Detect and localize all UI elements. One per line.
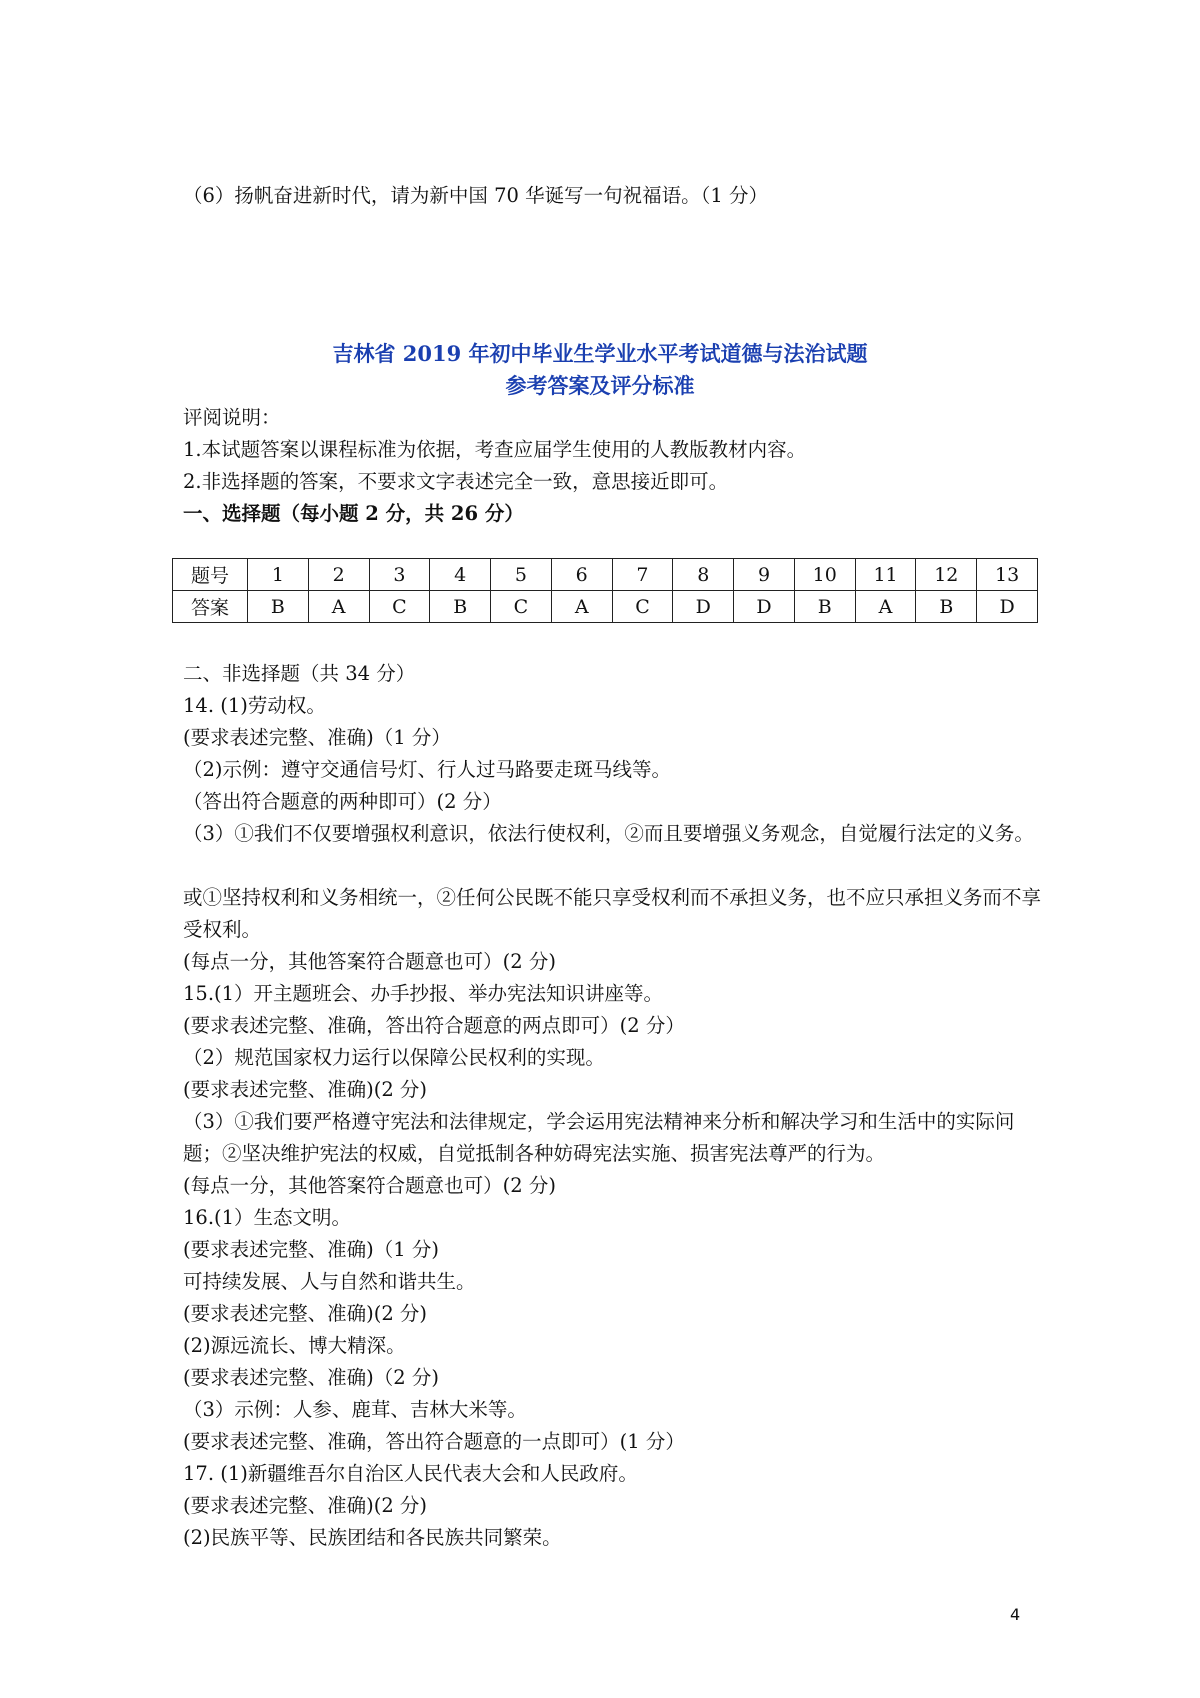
table-cell: D — [977, 591, 1038, 623]
answer-line: 14. (1)劳动权。 — [183, 694, 326, 717]
answer-line: (要求表述完整、准确)(2 分) — [183, 1494, 428, 1517]
table-cell: 1 — [248, 559, 309, 591]
table-cell: 10 — [794, 559, 855, 591]
table-cell: B — [248, 591, 309, 623]
table-cell: 9 — [734, 559, 795, 591]
table-cell: C — [612, 591, 673, 623]
answer-line: 可持续发展、人与自然和谐共生。 — [183, 1270, 476, 1293]
answer-key-subtitle: 参考答案及评分标准 — [505, 373, 695, 398]
table-cell: 2 — [308, 559, 369, 591]
row-label-number: 题号 — [173, 559, 248, 591]
section-2-heading: 二、非选择题（共 34 分） — [183, 662, 416, 685]
table-cell: B — [794, 591, 855, 623]
table-cell: 5 — [491, 559, 552, 591]
answer-line: (每点一分，其他答案符合题意也可）(2 分) — [183, 950, 556, 973]
answer-row — [173, 591, 1038, 623]
answer-line: (要求表述完整、准确)（2 分) — [183, 1366, 439, 1389]
table-cell: C — [369, 591, 430, 623]
table-cell: A — [308, 591, 369, 623]
table-cell: 6 — [551, 559, 612, 591]
table-cell: 11 — [855, 559, 916, 591]
answer-line: （3）示例：人参、鹿茸、吉林大米等。 — [183, 1398, 527, 1421]
answer-table — [172, 558, 1038, 623]
notes-heading: 评阅说明： — [183, 406, 281, 429]
note-2: 2.非选择题的答案，不要求文字表述完全一致，意思接近即可。 — [183, 470, 729, 493]
table-cell: 4 — [430, 559, 491, 591]
table-cell: 12 — [916, 559, 977, 591]
table-cell: A — [855, 591, 916, 623]
answer-line: (要求表述完整、准确)(2 分) — [183, 1302, 428, 1325]
answer-line: （2)示例：遵守交通信号灯、行人过马路要走斑马线等。 — [183, 758, 672, 781]
table-cell: D — [734, 591, 795, 623]
table-cell: 13 — [977, 559, 1038, 591]
page-number: 4 — [1010, 1605, 1021, 1624]
section-1-heading: 一、选择题（每小题 2 分，共 26 分） — [183, 502, 524, 525]
answer-paragraph: 或①坚持权利和义务相统一，②任何公民既不能只享受权利而不承担义务，也不应只承担义务而不享受权利。 — [183, 886, 1042, 941]
row-label-answer: 答案 — [173, 591, 248, 623]
answer-line: (要求表述完整、准确)(2 分) — [183, 1078, 428, 1101]
answer-line: (2)源远流长、博大精深。 — [183, 1334, 406, 1357]
answer-line: 17. (1)新疆维吾尔自治区人民代表大会和人民政府。 — [183, 1462, 638, 1485]
answer-line: (2)民族平等、民族团结和各民族共同繁荣。 — [183, 1526, 562, 1549]
answer-paragraph: （3）①我们要严格遵守宪法和法律规定，学会运用宪法精神来分析和解决学习和生活中的实际问题；②坚决维护宪法的权威，自觉抵制各种妨碍宪法实施、损害宪法尊严的行为。 — [183, 1110, 1015, 1165]
question-6: （6）扬帆奋进新时代，请为新中国 70 华诞写一句祝福语。（1 分） — [183, 184, 768, 207]
table-cell: B — [916, 591, 977, 623]
table-cell: D — [673, 591, 734, 623]
answer-line: (要求表述完整、准确，答出符合题意的一点即可）(1 分） — [183, 1430, 685, 1453]
answer-key-title: 吉林省 2019 年初中毕业生学业水平考试道德与法治试题 — [332, 341, 868, 366]
question-number-row — [173, 559, 1038, 591]
answer-line: (要求表述完整、准确)（1 分) — [183, 1238, 439, 1261]
table-cell: C — [491, 591, 552, 623]
table-cell: 3 — [369, 559, 430, 591]
table-cell: 8 — [673, 559, 734, 591]
table-cell: A — [551, 591, 612, 623]
answer-line: (要求表述完整、准确)（1 分） — [183, 726, 451, 749]
answer-paragraph: （3）①我们不仅要增强权利意识，依法行使权利，②而且要增强义务观念，自觉履行法定的义务。 — [183, 822, 1034, 845]
answer-line: 16.(1）生态文明。 — [183, 1206, 352, 1229]
answer-line: （答出符合题意的两种即可）(2 分） — [183, 790, 502, 813]
answer-line: (每点一分，其他答案符合题意也可）(2 分) — [183, 1174, 556, 1197]
answer-line: （2）规范国家权力运行以保障公民权利的实现。 — [183, 1046, 605, 1069]
answer-line: 15.(1）开主题班会、办手抄报、举办宪法知识讲座等。 — [183, 982, 664, 1005]
table-cell: 7 — [612, 559, 673, 591]
table-cell: B — [430, 591, 491, 623]
answer-line: (要求表述完整、准确，答出符合题意的两点即可）(2 分） — [183, 1014, 685, 1037]
note-1: 1.本试题答案以课程标准为依据，考查应届学生使用的人教版教材内容。 — [183, 438, 807, 461]
